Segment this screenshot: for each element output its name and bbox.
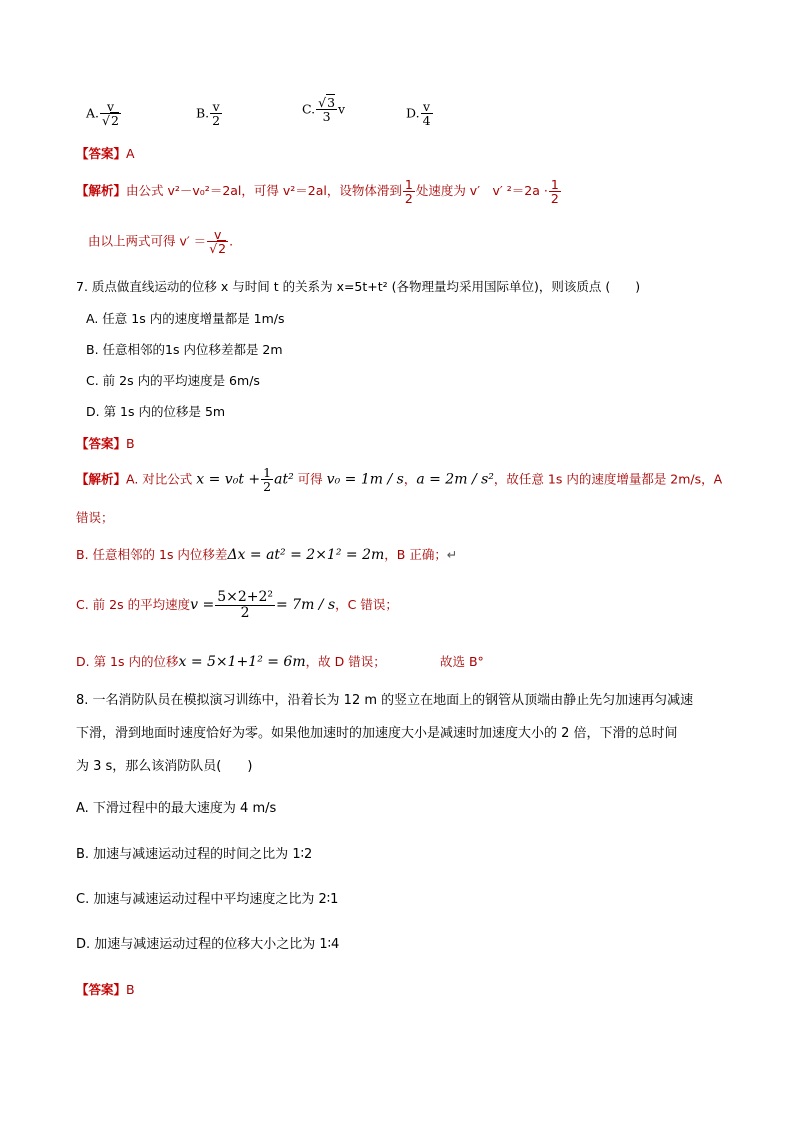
- q6-analysis: 【解析】由公式 v²－v₀²＝2al，可得 v²＝2al，设物体滑到 $\frac{1}{2}$ 处速度为 v′ v′ ²＝2a · $\frac{1}{2}$: [76, 177, 559, 207]
- q6-answer: 【答案】A: [76, 146, 135, 161]
- q8-stem-line3: 为 3 s，那么该消防队员( ): [76, 759, 253, 774]
- q6-option-c: C. $\frac{√3}{3}$ v: [302, 95, 346, 125]
- q6-option-d: D. $\frac{v}{4}$: [406, 99, 431, 129]
- q6-option-a: A. $\frac{v}{√2}$: [86, 99, 119, 129]
- q8-option-d: D. 加速与减速运动过程的位移大小之比为 1∶4: [76, 937, 340, 952]
- q7-final-choice: 故选 B°: [440, 654, 484, 669]
- q7-analysis-c: C. 前 2s 的平均速度v = $\frac{\text{5×2+2²}}{2}$ = 7m / s，C 错误；: [76, 589, 398, 621]
- q8-answer: 【答案】B: [76, 982, 135, 997]
- q7-analysis-a-cont: 错误；: [76, 510, 114, 525]
- q7-stem: 7. 质点做直线运动的位移 x 与时间 t 的关系为 x=5t+t² (各物理量均采用国际单位)，则该质点 ( ): [76, 279, 641, 294]
- q7-analysis-b: B. 任意相邻的 1s 内位移差Δx = at² = 2×1² = 2m，B 正确；↵: [76, 547, 458, 563]
- q6-conclusion: 由以上两式可得 v′ ＝ $\frac{v}{√2}$ .: [88, 227, 234, 257]
- q7-analysis-d: D. 第 1s 内的位移x = 5×1+1² = 6m，故 D 错误；: [76, 654, 386, 670]
- q6-option-b: B. $\frac{v}{2}$: [196, 99, 221, 129]
- q8-stem-line1: 8. 一名消防队员在模拟演习训练中，沿着长为 12 m 的竖立在地面上的钢管从顶端由静止先匀加速再匀减速: [76, 693, 694, 708]
- q7-option-c: C. 前 2s 内的平均速度是 6m/s: [86, 373, 260, 388]
- q7-option-b: B. 任意相邻的1s 内位移差都是 2m: [86, 342, 283, 357]
- q7-option-d: D. 第 1s 内的位移是 5m: [86, 404, 226, 419]
- q7-answer: 【答案】B: [76, 436, 135, 451]
- q7-option-a: A. 任意 1s 内的速度增量都是 1m/s: [86, 311, 285, 326]
- q6-option-a-fraction: $\frac{v}{√2}$: [102, 99, 119, 129]
- q8-option-b: B. 加速与减速运动过程的时间之比为 1∶2: [76, 847, 313, 862]
- q7-analysis-a: 【解析】A. 对比公式 x = v₀t + $\frac{1}{2}$ at² 可得 v₀ = 1m / s，a = 2m / s²，故任意 1s 内的速度增量都是 2m/s，A: [76, 465, 723, 495]
- q8-option-c: C. 加速与减速运动过程中平均速度之比为 2∶1: [76, 892, 339, 907]
- q8-option-a: A. 下滑过程中的最大速度为 4 m/s: [76, 801, 277, 816]
- q8-stem-line2: 下滑，滑到地面时速度恰好为零。如果他加速时的加速度大小是减速时加速度大小的 2 倍，下滑的总时间: [76, 726, 678, 741]
- paragraph-mark-icon: ↵: [446, 547, 458, 562]
